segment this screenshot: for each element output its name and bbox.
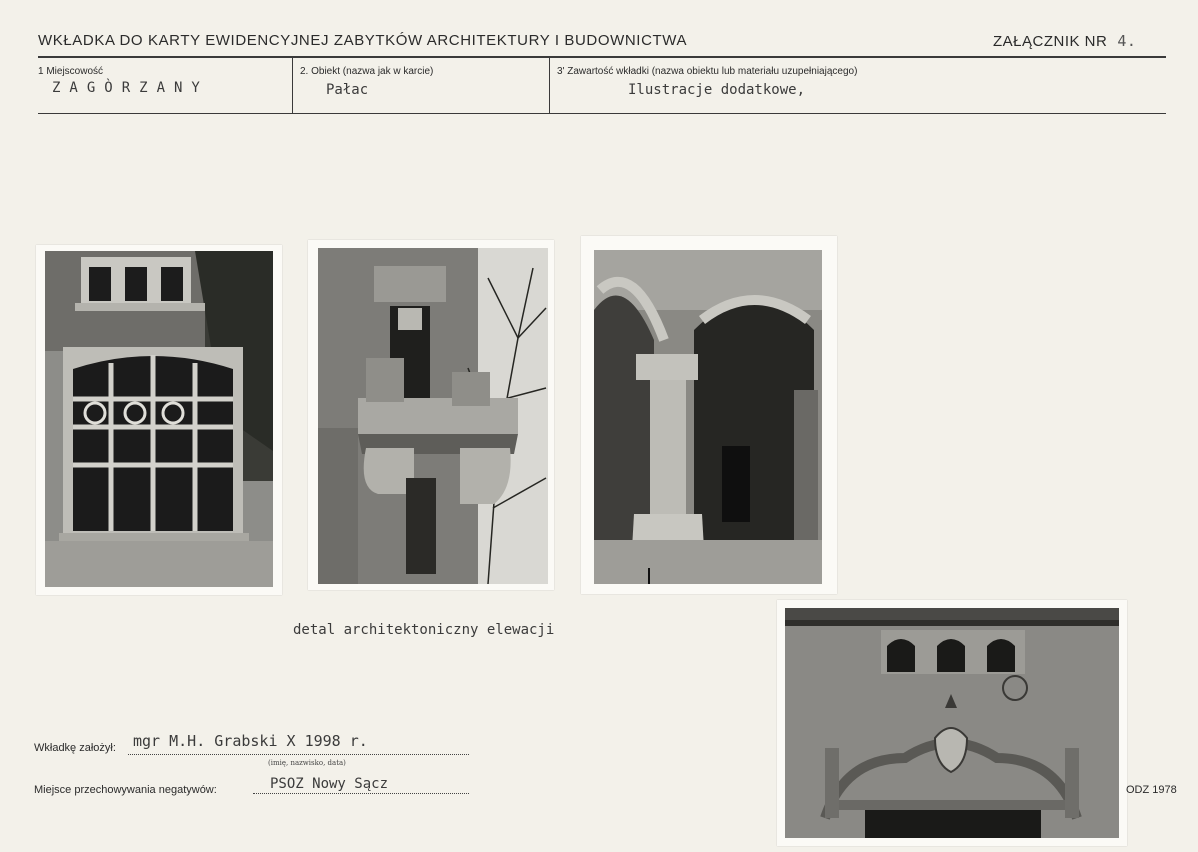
photo-ornamented-facade: [777, 600, 1127, 846]
header-rule-bottom: [38, 113, 1166, 114]
founder-label: Wkładkę założył:: [34, 742, 116, 754]
storage-dotted-line: [253, 793, 469, 794]
object-label: 2. Obiekt (nazwa jak w karcie): [300, 66, 434, 77]
content-label: 3' Zawartość wkładki (nazwa obiektu lub materiału uzupełniającego): [557, 66, 858, 77]
photo-gothic-window: [36, 245, 282, 595]
photo-column-arcade: [581, 236, 837, 594]
photo-balcony-image: [318, 248, 548, 584]
object-value: Pałac: [326, 82, 369, 98]
locality-value: ZAGÒRZANY: [52, 80, 209, 96]
form-title: WKŁADKA DO KARTY EWIDENCYJNEJ ZABYTKÓW ARCHITEKTURY I BUDOWNICTWA: [38, 32, 688, 49]
founder-note: (imię, nazwisko, data): [268, 759, 346, 767]
photo-caption: detal architektoniczny elewacji: [293, 622, 555, 638]
form-code: ODZ 1978: [1126, 784, 1177, 796]
field-divider-2: [549, 58, 550, 114]
content-value: Ilustracje dodatkowe,: [628, 82, 806, 98]
annex-value: 4.: [1117, 32, 1137, 50]
founder-value: mgr M.H. Grabski X 1998 r.: [133, 732, 368, 750]
field-divider-1: [292, 58, 293, 114]
storage-label: Miejsce przechowywania negatywów:: [34, 784, 217, 796]
header-rule-top: [38, 56, 1166, 58]
photo-gothic-window-image: [45, 251, 273, 587]
photo-column-arcade-image: [594, 250, 822, 584]
founder-dotted-line: [128, 754, 469, 755]
photo-ornamented-facade-image: [785, 608, 1119, 838]
annex-label: ZAŁĄCZNIK NR: [993, 33, 1108, 50]
locality-label: 1 Miejscowość: [38, 66, 104, 77]
photo-balcony: [308, 240, 554, 590]
annex-number: [993, 32, 1136, 50]
storage-value: PSOZ Nowy Sącz: [270, 776, 389, 792]
